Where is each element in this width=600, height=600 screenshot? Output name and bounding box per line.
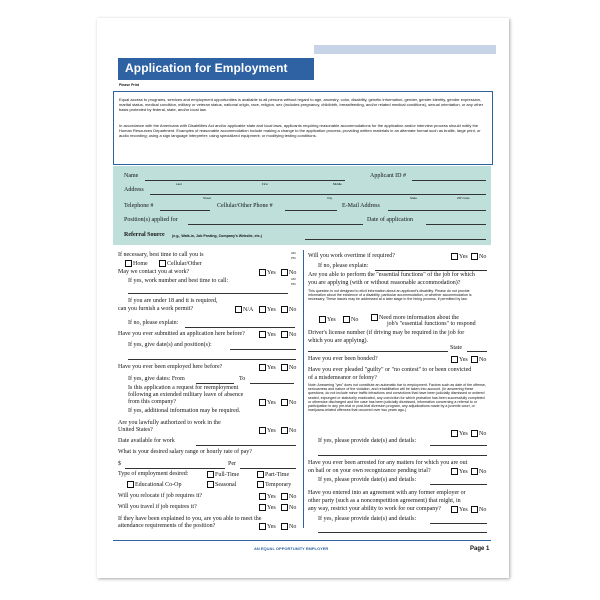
need-info-checkbox[interactable] bbox=[371, 314, 378, 321]
middle-sublabel: Middle bbox=[333, 182, 342, 186]
license-number-field[interactable] bbox=[308, 351, 448, 352]
explain-label: If no, please explain: bbox=[128, 320, 179, 326]
permit-na[interactable] bbox=[234, 306, 253, 313]
no-label: No bbox=[289, 493, 297, 500]
relocate-yes[interactable] bbox=[258, 493, 276, 500]
yes-label: Yes bbox=[267, 504, 276, 511]
bonded-no[interactable] bbox=[470, 356, 486, 363]
dates-positions-field[interactable] bbox=[230, 349, 296, 350]
no-checkbox[interactable] bbox=[471, 253, 478, 260]
no-label: No bbox=[479, 253, 487, 260]
yes-checkbox[interactable] bbox=[259, 269, 266, 276]
no-label: No bbox=[289, 523, 297, 530]
full-time-option[interactable] bbox=[206, 471, 239, 478]
page-title: Application for Employment bbox=[125, 61, 288, 75]
yes-checkbox[interactable] bbox=[259, 399, 266, 406]
no-checkbox[interactable] bbox=[471, 356, 478, 363]
pm-label: PM bbox=[291, 256, 296, 260]
overtime-no[interactable] bbox=[470, 253, 486, 260]
contact-work-yes[interactable] bbox=[258, 269, 276, 276]
arrested-yes[interactable] bbox=[450, 468, 468, 475]
conviction-no[interactable] bbox=[470, 430, 486, 437]
yes-checkbox[interactable] bbox=[259, 493, 266, 500]
salary-label: What is your desired salary range or hourly rate of pay? bbox=[118, 449, 252, 455]
full-time-checkbox[interactable] bbox=[207, 471, 214, 478]
permit-no[interactable] bbox=[280, 306, 296, 313]
work-number-field[interactable] bbox=[128, 293, 288, 294]
am-label: AM bbox=[291, 251, 296, 255]
zip-sublabel: ZIP Code bbox=[457, 196, 470, 200]
agreement-label-1: Have you entered into an agreement with any former employer or bbox=[308, 490, 466, 496]
explain-field[interactable] bbox=[185, 327, 295, 328]
agreement-yes[interactable] bbox=[450, 506, 468, 513]
yes-checkbox[interactable] bbox=[259, 331, 266, 338]
essential-no[interactable] bbox=[342, 316, 358, 323]
name-field[interactable] bbox=[145, 180, 345, 181]
yes-label: Yes bbox=[267, 399, 276, 406]
conviction-details-label: If yes, please provide date(s) and details: bbox=[318, 438, 417, 444]
part-time-label: Part-Time bbox=[265, 471, 290, 478]
no-checkbox[interactable] bbox=[281, 364, 288, 371]
yes-checkbox[interactable] bbox=[451, 253, 458, 260]
no-label: No bbox=[479, 356, 487, 363]
temporary-option[interactable] bbox=[256, 481, 291, 488]
yes-checkbox[interactable] bbox=[451, 468, 458, 475]
address-label: Address bbox=[124, 187, 144, 193]
na-label: N/A bbox=[243, 306, 254, 313]
last-sublabel: Last bbox=[176, 182, 182, 186]
best-time-label: If necessary, best time to call you is bbox=[118, 252, 204, 258]
work-number-label: If yes, work number and best time to call: bbox=[128, 278, 229, 284]
home-option[interactable] bbox=[124, 260, 148, 267]
conviction-yes[interactable] bbox=[450, 430, 468, 437]
yes-checkbox[interactable] bbox=[259, 504, 266, 511]
reemploy-label-2: following an extended military leave of absence bbox=[128, 392, 244, 398]
footer-rule bbox=[113, 540, 491, 541]
eeo-notice-text: Equal access to programs, services and employment opportunities is available to all persons without regard to age, ancestry, color, disability, genetic information, gender, gender identity, gender expression, marital status, medical condition, military or veteran status, national origin, race, religion, sex (includes pregnancy, childbirth, breastfeeding, and/or related medical conditions), sexual orientation, or any other basis protected by federal, state, and/or local law. bbox=[119, 97, 484, 113]
telephone-field[interactable] bbox=[160, 210, 210, 211]
license-label-2: which you are applying). bbox=[308, 338, 368, 344]
permit-yes[interactable] bbox=[258, 306, 276, 313]
cellular-label: Cellular/Other bbox=[167, 260, 202, 267]
cell-phone-label: Cellular/Other Phone # bbox=[217, 203, 273, 209]
yes-checkbox[interactable] bbox=[259, 306, 266, 313]
educational-coop-option[interactable] bbox=[126, 481, 182, 488]
yes-label: Yes bbox=[267, 427, 276, 434]
part-time-option[interactable] bbox=[256, 471, 289, 478]
license-state-field[interactable] bbox=[467, 351, 487, 352]
no-checkbox[interactable] bbox=[281, 269, 288, 276]
date-available-field[interactable] bbox=[196, 445, 296, 446]
seasonal-checkbox[interactable] bbox=[207, 481, 214, 488]
applicant-id-field[interactable] bbox=[412, 180, 486, 181]
yes-label: Yes bbox=[267, 306, 276, 313]
reemploy-label-3: from this company? bbox=[128, 399, 176, 405]
authorized-label-2: United States? bbox=[118, 427, 153, 433]
no-label: No bbox=[479, 468, 487, 475]
travel-label: Will you travel if job requires it? bbox=[118, 504, 197, 510]
salary-field[interactable] bbox=[125, 468, 225, 469]
address-field[interactable] bbox=[150, 194, 486, 195]
agreement-no[interactable] bbox=[470, 506, 486, 513]
no-checkbox[interactable] bbox=[471, 468, 478, 475]
arrested-label-2: on bail or on your own recognizance pending trial? bbox=[308, 468, 431, 474]
no-label: No bbox=[479, 430, 487, 437]
dates-from-label: If yes, give dates: From bbox=[128, 376, 185, 382]
travel-yes[interactable] bbox=[258, 504, 276, 511]
yes-label: Yes bbox=[327, 316, 336, 323]
email-label: E-Mail Address bbox=[342, 203, 380, 209]
license-state-label: State bbox=[450, 345, 462, 351]
email-field[interactable] bbox=[388, 210, 486, 211]
essential-functions-label-2: you are applying (with or without reasonable accommodation)? bbox=[308, 280, 461, 286]
telephone-label: Telephone # bbox=[124, 203, 154, 209]
conviction-details-field-2[interactable] bbox=[318, 455, 487, 456]
essential-functions-label-1: Are you able to perform the "essential functions" of the job for which bbox=[308, 272, 475, 278]
applicant-info-section bbox=[113, 166, 491, 245]
no-label: No bbox=[289, 364, 297, 371]
cellular-checkbox[interactable] bbox=[159, 260, 166, 267]
conviction-note: Note: Answering "yes" does not constitute an automatic bar to employment. Factors such as date of the offense, seriousness and nature of the violation, and rehabilitation will be taken into account. (In answering these questions, do not include minor traffic infractions and convictions that have been judicially dismissed or ordered sealed, expunged or statutorily eradicated, any conviction for which probation has been successfully completed or otherwise discharged and the case has been judicially dismissed, information concerning a referral to or participation in any pre-trial or post-trial diversion program, any adjudications made by a juvenile court, or marijuana-related offenses that occurred over two years ago.) bbox=[308, 383, 486, 413]
eeo-notice-box bbox=[113, 91, 493, 165]
arrested-details-label: If yes, please provide date(s) and details: bbox=[318, 477, 417, 483]
date-of-application-field[interactable] bbox=[426, 224, 486, 225]
no-checkbox[interactable] bbox=[281, 427, 288, 434]
no-label: No bbox=[289, 399, 297, 406]
to-label: To bbox=[239, 376, 246, 382]
authorized-yes[interactable] bbox=[258, 427, 276, 434]
need-info-option[interactable] bbox=[370, 314, 459, 321]
need-info-label-2: job's "essential functions" to respond bbox=[387, 321, 476, 327]
relocate-label: Will you relocate if job requires it? bbox=[118, 493, 203, 499]
overtime-label: Will you work overtime if required? bbox=[308, 253, 395, 259]
no-label: No bbox=[351, 316, 359, 323]
submitted-yes[interactable] bbox=[258, 331, 276, 338]
ada-notice-text: In accordance with the Americans with Disabilities Act and/or applicable state and local laws, applicants requiring reasonable accommodations for the application and/or interview process should notify the Human Resources Department. Examples of reasonable accommodation include making a change to the application process; providing written materials in an alternate format such as braille, large print, or audio recording; using a sign language interpreter; using specialized equipment; or modifying testing conditions. bbox=[119, 123, 481, 139]
bonded-label: Have you ever been bonded? bbox=[308, 356, 378, 362]
no-checkbox[interactable] bbox=[281, 331, 288, 338]
yes-label: Yes bbox=[459, 506, 468, 513]
attendance-yes[interactable] bbox=[258, 523, 276, 530]
overtime-explain-field[interactable] bbox=[375, 270, 487, 271]
na-checkbox[interactable] bbox=[235, 306, 242, 313]
am-label: AM bbox=[291, 277, 296, 281]
employed-yes[interactable] bbox=[258, 364, 276, 371]
date-to-field[interactable] bbox=[250, 383, 294, 384]
employed-before-label: Have you ever been employed here before? bbox=[118, 364, 223, 370]
no-checkbox[interactable] bbox=[471, 506, 478, 513]
header-accent-bar bbox=[314, 45, 496, 54]
reemploy-label-1: Is this application a request for reemployment bbox=[128, 385, 239, 391]
attendance-label-2: attendance requirements of the position? bbox=[118, 523, 216, 529]
authorized-label-1: Are you lawfully authorized to work in the bbox=[118, 420, 221, 426]
yes-checkbox[interactable] bbox=[319, 316, 326, 323]
per-label: Per bbox=[228, 461, 236, 467]
no-checkbox[interactable] bbox=[281, 399, 288, 406]
educational-coop-checkbox[interactable] bbox=[127, 481, 134, 488]
authorized-no[interactable] bbox=[280, 427, 296, 434]
yes-checkbox[interactable] bbox=[451, 430, 458, 437]
reemploy-yes[interactable] bbox=[258, 399, 276, 406]
date-available-label: Date available for work bbox=[118, 438, 175, 444]
date-from-field[interactable] bbox=[196, 383, 234, 384]
yes-checkbox[interactable] bbox=[259, 523, 266, 530]
contact-work-label: May we contact you at work? bbox=[118, 269, 190, 275]
yes-label: Yes bbox=[459, 253, 468, 260]
arrested-no[interactable] bbox=[470, 468, 486, 475]
essential-functions-note: This question is not designed to elicit information about an applicant's disability. Please do not provide information about the existence of a disability, particular accommodation, or whether accommodation is necessary. These issues may be addressed at a later stage in the hiring process, if permitted by law. bbox=[308, 289, 472, 302]
submitted-no[interactable] bbox=[280, 331, 296, 338]
yes-label: Yes bbox=[459, 468, 468, 475]
essential-yes[interactable] bbox=[318, 316, 336, 323]
column-divider bbox=[303, 250, 304, 528]
no-checkbox[interactable] bbox=[281, 504, 288, 511]
salary-per-field[interactable] bbox=[240, 468, 296, 469]
full-time-label: Full-Time bbox=[215, 471, 240, 478]
home-label: Home bbox=[133, 260, 148, 267]
position-label: Position(s) applied for bbox=[124, 217, 178, 223]
no-checkbox[interactable] bbox=[281, 493, 288, 500]
need-info-label: Need more information about the bbox=[379, 314, 459, 321]
travel-no[interactable] bbox=[280, 504, 296, 511]
yes-label: Yes bbox=[459, 356, 468, 363]
date-of-application-label: Date of application bbox=[367, 217, 413, 223]
no-label: No bbox=[479, 506, 487, 513]
arrested-details-field[interactable] bbox=[430, 484, 487, 485]
please-print-note: Please Print bbox=[119, 83, 140, 87]
no-label: No bbox=[289, 306, 297, 313]
overtime-yes[interactable] bbox=[450, 253, 468, 260]
no-label: No bbox=[289, 331, 297, 338]
pm-label: PM bbox=[291, 282, 296, 286]
seasonal-label: Seasonal bbox=[215, 481, 237, 488]
city-sublabel: City bbox=[327, 196, 333, 200]
dates-positions-field-2[interactable] bbox=[128, 359, 296, 360]
yes-label: Yes bbox=[267, 364, 276, 371]
attendance-label-1: If they have been explained to you, are you able to meet the bbox=[118, 516, 262, 522]
agreement-label-2: other party (such as a noncompetition agreement) that might, in bbox=[308, 498, 461, 504]
license-label-1: Driver's license number (if driving may be required in the job for bbox=[308, 330, 465, 336]
yes-label: Yes bbox=[267, 331, 276, 338]
bonded-yes[interactable] bbox=[450, 356, 468, 363]
military-note: If yes, additional information may be required. bbox=[128, 408, 241, 414]
eoe-footer: AN EQUAL OPPORTUNITY EMPLOYER bbox=[254, 546, 329, 551]
agreement-label-3: any way, restrict your ability to work for our company? bbox=[308, 506, 441, 512]
home-checkbox[interactable] bbox=[125, 260, 132, 267]
no-checkbox[interactable] bbox=[281, 523, 288, 530]
employment-type-label: Type of employment desired: bbox=[118, 471, 189, 477]
attendance-no[interactable] bbox=[280, 523, 296, 530]
referral-label: Referral Source bbox=[124, 232, 165, 238]
seasonal-option[interactable] bbox=[206, 481, 236, 488]
temporary-label: Temporary bbox=[265, 481, 292, 488]
name-label: Name bbox=[124, 173, 139, 179]
no-checkbox[interactable] bbox=[471, 430, 478, 437]
agreement-details-field-2[interactable] bbox=[318, 532, 487, 533]
part-time-checkbox[interactable] bbox=[257, 471, 264, 478]
no-label: No bbox=[289, 427, 297, 434]
submitted-before-label: Have you ever submitted an application here before? bbox=[118, 331, 245, 337]
relocate-no[interactable] bbox=[280, 493, 296, 500]
no-checkbox[interactable] bbox=[281, 306, 288, 313]
no-label: No bbox=[289, 269, 297, 276]
no-checkbox[interactable] bbox=[343, 316, 350, 323]
yes-checkbox[interactable] bbox=[451, 356, 458, 363]
yes-label: Yes bbox=[267, 493, 276, 500]
agreement-details-label: If yes, please provide date(s) and details: bbox=[318, 516, 417, 522]
referral-hint: (e.g., Walk-in, Job Posting, Company's Website, etc.) bbox=[172, 234, 262, 238]
yes-checkbox[interactable] bbox=[451, 506, 458, 513]
cell-phone-field[interactable] bbox=[285, 210, 337, 211]
conviction-label-1: Have you ever pleaded "guilty" or "no contest" to or been convicted bbox=[308, 367, 472, 373]
reemploy-no[interactable] bbox=[280, 399, 296, 406]
yes-label: Yes bbox=[267, 523, 276, 530]
first-sublabel: First bbox=[262, 182, 268, 186]
explain-label: If no, please explain: bbox=[318, 263, 369, 269]
position-field[interactable] bbox=[188, 224, 363, 225]
state-sublabel: State bbox=[410, 196, 418, 200]
yes-checkbox[interactable] bbox=[259, 427, 266, 434]
no-label: No bbox=[289, 504, 297, 511]
referral-field[interactable] bbox=[305, 239, 486, 240]
contact-work-no[interactable] bbox=[280, 269, 296, 276]
applicant-id-label: Applicant ID # bbox=[370, 173, 406, 179]
arrested-label-1: Have you ever been arrested for any matters for which you are out bbox=[308, 460, 468, 466]
agreement-details-field[interactable] bbox=[430, 523, 487, 524]
employed-no[interactable] bbox=[280, 364, 296, 371]
under18-label: If you are under 18 and it is required, bbox=[128, 298, 218, 304]
work-permit-label: can you furnish a work permit? bbox=[118, 306, 194, 312]
yes-label: Yes bbox=[459, 430, 468, 437]
conviction-details-field[interactable] bbox=[430, 445, 487, 446]
yes-checkbox[interactable] bbox=[259, 364, 266, 371]
cellular-option[interactable] bbox=[158, 260, 202, 267]
conviction-label-2: of a misdemeanor or felony? bbox=[308, 375, 377, 381]
temporary-checkbox[interactable] bbox=[257, 481, 264, 488]
educational-coop-label: Educational Co-Op bbox=[135, 481, 182, 488]
dollar-sign: $ bbox=[118, 461, 121, 467]
give-dates-label: If yes, give date(s) and position(s): bbox=[128, 342, 212, 348]
yes-label: Yes bbox=[267, 269, 276, 276]
street-sublabel: Street bbox=[203, 196, 212, 200]
page-number: Page 1 bbox=[470, 546, 490, 552]
